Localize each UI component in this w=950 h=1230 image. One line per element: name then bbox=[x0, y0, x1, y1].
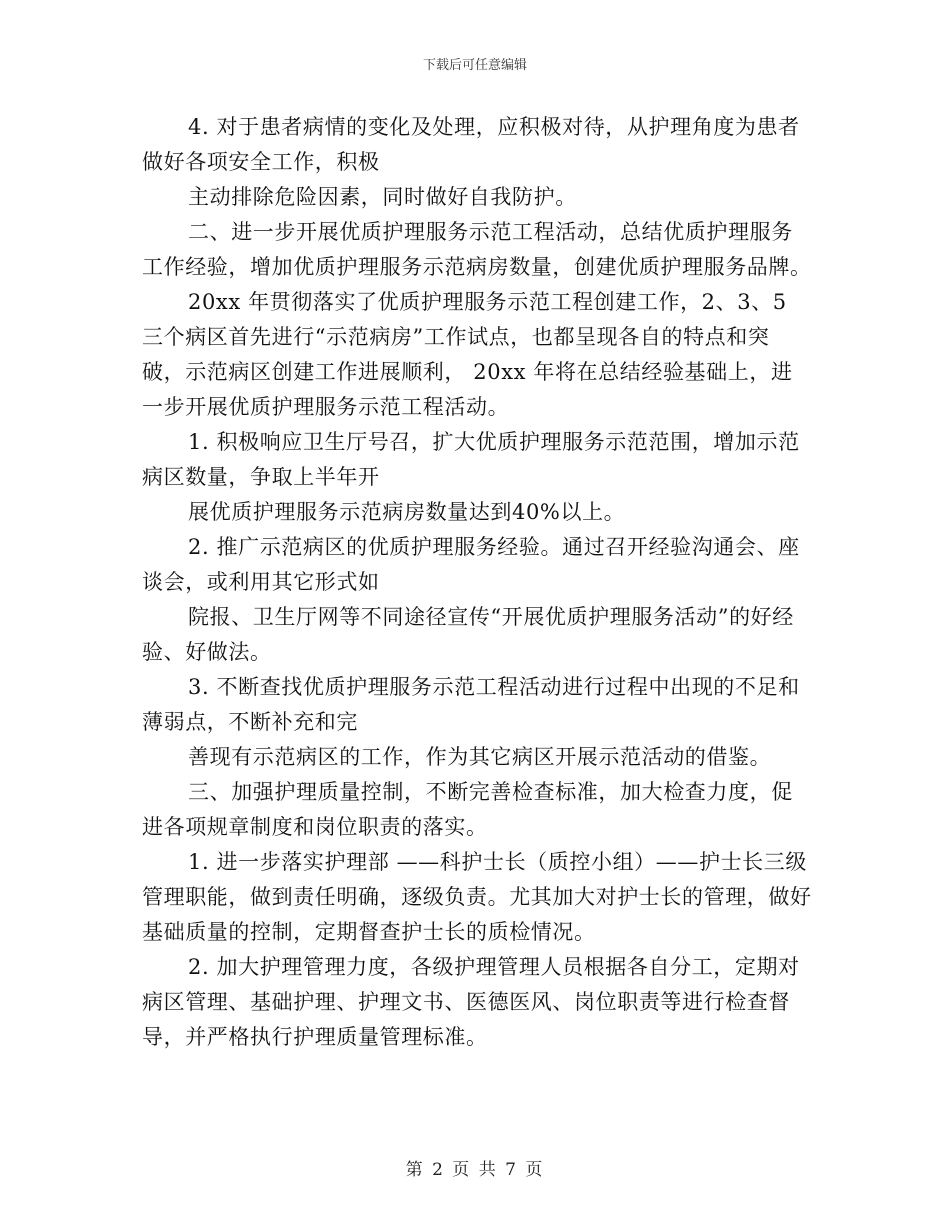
paragraph-item-4: 4. 对于患者病情的变化及处理，应积极对待，从护理角度为患者做好各项安全工作，积极 bbox=[142, 115, 800, 174]
page-header: 下载后可任意编辑 bbox=[422, 58, 527, 73]
paragraph-continuation: 善现有示范病区的工作，作为其它病区开展示范活动的借鉴。 bbox=[188, 745, 772, 769]
paragraph-continuation: 主动排除危险因素，同时做好自我防护。 bbox=[188, 185, 577, 209]
paragraph-item-1: 1. 积极响应卫生厅号召，扩大优质护理服务示范范围，增加示范病区数量，争取上半年开 bbox=[142, 430, 800, 489]
section-heading-three: 三、加强护理质量控制，不断完善检查标准，加大检查力度，促进各项规章制度和岗位职责的落实。 bbox=[142, 780, 793, 839]
document-body bbox=[142, 110, 812, 1055]
paragraph-item-2-quality: 2. 加大护理管理力度，各级护理管理人员根据各自分工，定期对病区管理、基础护理、护理文书、医德医风、岗位职责等进行检查督导，并严格执行护理质量管理标准。 bbox=[142, 955, 800, 1049]
paragraph-item-1-quality: 1. 进一步落实护理部 ——科护士长（质控小组）——护士长三级管理职能，做到责任明确，逐级负责。尤其加大对护士长的管理，做好基础质量的控制，定期督查护士长的质检情况。 bbox=[142, 850, 812, 944]
paragraph-item-3: 3. 不断查找优质护理服务示范工程活动进行过程中出现的不足和薄弱点，不断补充和完 bbox=[142, 675, 800, 734]
page-footer: 第 2 页 共 7 页 bbox=[405, 1160, 545, 1180]
paragraph-20xx: 20xx 年贯彻落实了优质护理服务示范工程创建工作，2、3、5 三个病区首先进行“示范病房”工作试点，也都呈现各自的特点和突破，示范病区创建工作进展顺利， 20xx 年将在总结经验基础上，进一步开展优质护理服务示范工程活动。 bbox=[142, 290, 795, 419]
paragraph-continuation: 展优质护理服务示范病房数量达到40%以上。 bbox=[188, 500, 626, 524]
paragraph-continuation: 院报、卫生厅网等不同途径宣传“开展优质护理服务活动”的好经验、好做法。 bbox=[142, 605, 794, 664]
section-heading-two: 二、进一步开展优质护理服务示范工程活动，总结优质护理服务工作经验，增加优质护理服务示范病房数量，创建优质护理服务品牌。 bbox=[142, 220, 812, 279]
paragraph-item-2: 2. 推广示范病区的优质护理服务经验。通过召开经验沟通会、座谈会，或利用其它形式如 bbox=[142, 535, 800, 594]
